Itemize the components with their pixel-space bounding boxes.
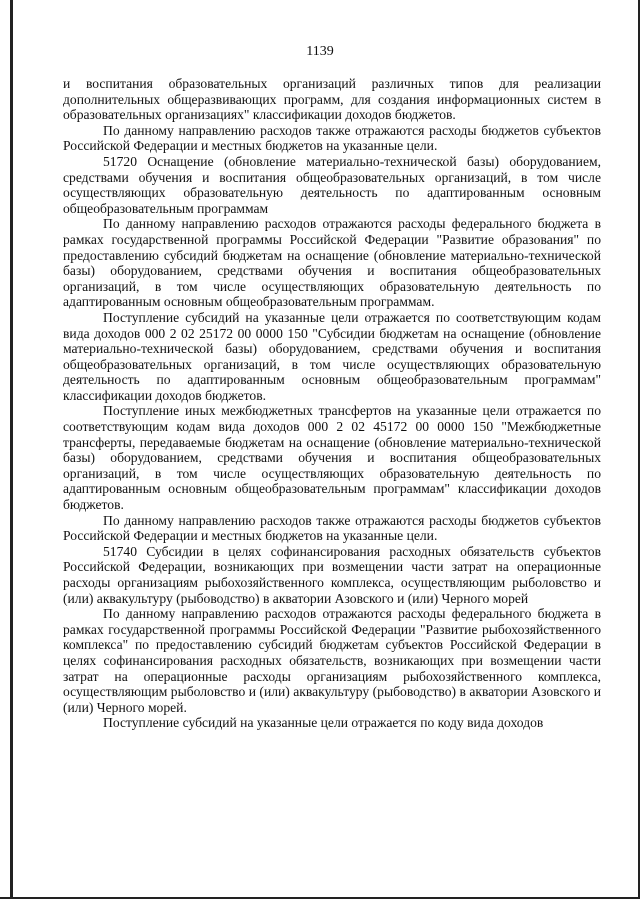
paragraph: По данному направлению расходов отражаются расходы федерального бюджета в рамках государственной программы Российской Федерации "Развитие рыбохозяйственного комплекса" по предоставлению субсидий бюджетам субъектов Российской Федерации в целях софинансирования расходных обязательств, возникающих при возмещении части затрат на операционные расходы организациям рыбохозяйственного комплекса, осуществляющим рыболовство и (или) аквакультуру (рыбоводство) в акватории Азовского и (или) Черного морей. [63, 606, 601, 715]
scan-border-left [10, 0, 13, 899]
paragraph: Поступление иных межбюджетных трансфертов на указанные цели отражается по соответствующим кодам вида доходов 000 2 02 45172 00 0000 150 "Межбюджетные трансферты, передаваемые бюджетам на оснащение (обновление материально-технической базы) оборудованием, средствами обучения и воспитания общеобразовательных организаций, в том числе осуществляющих образовательную деятельность по адаптированным основным общеобразовательным программам" классификации доходов бюджетов. [63, 403, 601, 513]
paragraph: По данному направлению расходов также отражаются расходы бюджетов субъектов Российской Федерации и местных бюджетов на указанные цели. [63, 512, 601, 544]
document-body [63, 76, 601, 731]
section-heading-51740: 51740 Субсидии в целях софинансирования расходных обязательств субъектов Российской Федерации, возникающих при возмещении части затрат на операционные расходы организациям рыбохозяйственного комплекса, осуществляющим рыболовство и (или) аквакультуру (рыбоводство) в акватории Азовского и (или) Черного морей [63, 543, 601, 606]
paragraph: По данному направлению расходов также отражаются расходы бюджетов субъектов Российской Федерации и местных бюджетов на указанные цели. [63, 122, 601, 154]
paragraph-continuation: и воспитания образовательных организаций различных типов для реализации дополнительных общеразвивающих программ, для создания информационных систем в образовательных организациях" классификации доходов бюджетов. [63, 76, 601, 123]
page-number: 1139 [306, 44, 334, 59]
section-heading-51720: 51720 Оснащение (обновление материально-технической базы) оборудованием, средствами обучения и воспитания общеобразовательных организаций, в том числе осуществляющих образовательную деятельность по адаптированным основным общеобразовательным программам [63, 153, 601, 216]
paragraph: Поступление субсидий на указанные цели отражается по соответствующим кодам вида доходов 000 2 02 25172 00 0000 150 "Субсидии бюджетам на оснащение (обновление материально-технической базы) оборудованием, средствами обучения и воспитания общеобразовательных организаций, в том числе осуществляющих образовательную деятельность по адаптированным основным общеобразовательным программам" классификации доходов бюджетов. [63, 309, 601, 403]
paragraph: По данному направлению расходов отражаются расходы федерального бюджета в рамках государственной программы Российской Федерации "Развитие образования" по предоставлению субсидий бюджетам на оснащение (обновление материально-технической базы) оборудованием, средствами обучения и воспитания общеобразовательных организаций, в том числе осуществляющих образовательную деятельность по адаптированным основным общеобразовательным программам. [63, 216, 601, 310]
paragraph: Поступление субсидий на указанные цели отражается по коду вида доходов [103, 715, 544, 731]
